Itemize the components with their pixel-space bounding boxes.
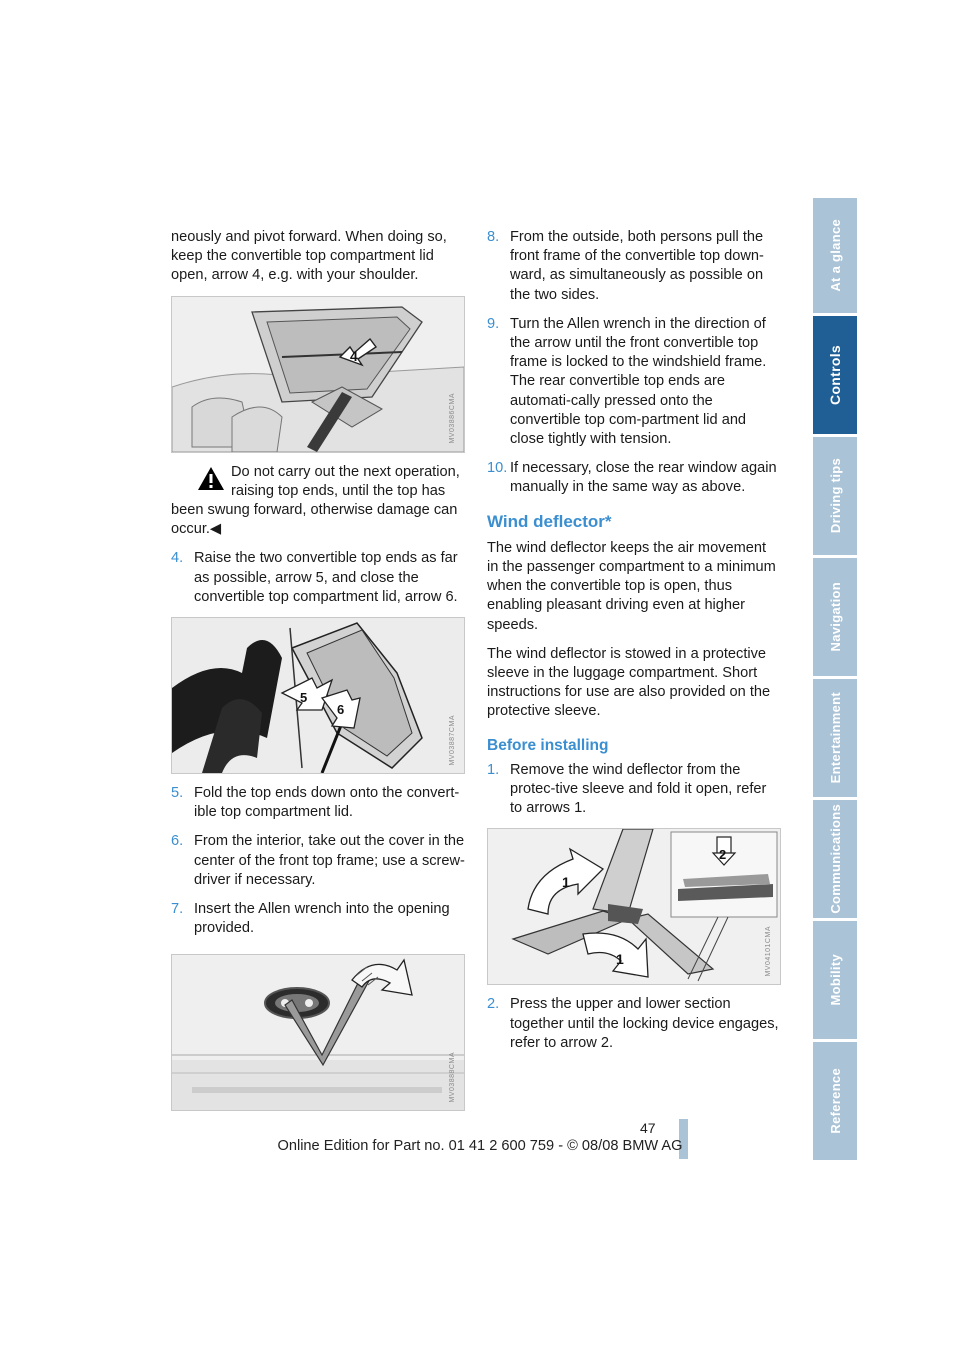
nav-tab-label: Navigation [827,582,843,652]
nav-tab-controls[interactable] [813,316,857,434]
nav-tab-label: Controls [827,345,843,405]
figure-allen-wrench [171,954,465,1111]
step-text: If necessary, close the rear window again manually in the same way as above. [510,460,777,496]
nav-tab-navigation[interactable] [813,558,857,676]
step-number: 10. [487,460,508,477]
figure-wind-deflector [487,828,781,985]
step-number: 7. [171,901,184,918]
subsection-title: Before installing [487,736,609,754]
step-item [171,549,465,607]
chapter-side-navigation [813,198,857,1160]
step-number: 5. [171,785,184,802]
step-number: 8. [487,229,500,245]
step-text: From the interior, take out the cover in the center of the front top frame; use a screw-driver if necessary. [194,833,465,888]
page-number: 47 [640,1120,656,1136]
nav-tab-entertainment[interactable] [813,679,857,797]
step-number: 9. [487,315,500,332]
nav-tab-communications[interactable] [813,800,857,918]
figure-code: MV04101CMA [764,925,772,977]
step-text: Turn the Allen wrench in the direction of the arrow until the front convertible top frame is locked to the windshield frame. [510,315,767,371]
step-text-group [510,315,781,449]
nav-tab-label: At a glance [827,219,843,292]
section-title: Wind deflector* [487,511,612,531]
step-number: 4. [171,550,184,567]
warning-text-rest: been swung forward, otherwise damage can occur.◀ [171,502,458,538]
step-text-continued: The rear convertible top ends are automati-cally pressed onto the convertible top com-partment lid and close tightly with tension. [510,373,747,448]
figure-label-2: 2 [719,847,727,863]
step-number: 6. [171,833,184,850]
step-text: From the outside, both persons pull the front frame of the convertible top down-ward, as simultaneously as possible on the two sides. [510,229,764,303]
warning-triangle-icon [197,466,225,497]
nav-tab-at-a-glance[interactable] [813,198,857,313]
figure-label: 4 [350,347,358,364]
figure-code: MV03887CMA [448,714,456,766]
nav-tab-label: Communications [827,804,843,914]
figure-label-5: 5 [300,690,308,706]
step-item [487,315,781,449]
paragraph: The wind deflector keeps the air movement in the passenger compartment to a minimum when the convertible top is open, thus enabling pleasant driving even at higher speeds. [487,539,776,633]
figure-top-compartment-lid [171,296,465,453]
nav-tab-mobility[interactable] [813,921,857,1039]
step-number: 1. [487,761,500,778]
step-item [171,832,465,890]
figure-code: MV03888CMA [448,1051,456,1103]
right-column [487,228,781,1063]
nav-tab-label: Mobility [827,954,843,1006]
step-text: Insert the Allen wrench into the opening provided. [194,901,450,937]
figure-label-6: 6 [337,702,345,718]
step-text: Raise the two convertible top ends as far as possible, arrow 5, and close the convertible top compartment lid, arrow 6. [194,550,458,605]
step-text: Press the upper and lower section together until the locking device engages, refer to arrow 2. [510,996,779,1051]
step-item [487,228,781,305]
step-text: Remove the wind deflector from the protec-tive sleeve and fold it open, refer to arrows 1. [510,761,767,817]
step-item [487,761,781,819]
nav-tab-label: Reference [827,1068,843,1134]
nav-tab-driving-tips[interactable] [813,437,857,555]
step-number: 2. [487,996,500,1013]
figure-label-1: 1 [616,951,624,968]
nav-tab-label: Entertainment [827,692,843,784]
figure-raise-top-ends [171,617,465,774]
page-footer: Online Edition for Part no. 01 41 2 600 759 - © 08/08 BMW AG [277,1138,683,1154]
step-item [487,995,781,1053]
nav-tab-label: Driving tips [827,458,843,534]
figure-code: MV03886CMA [448,393,456,444]
warning-note [171,463,465,540]
step-item [171,784,465,822]
step-item [171,900,465,938]
step-text: Fold the top ends down onto the convert-ible top compartment lid. [194,785,460,821]
paragraph: The wind deflector is stowed in a protective sleeve in the luggage compartment. Short instructions for use are also provided on the protective sleeve. [487,645,771,720]
step-item [487,459,781,497]
warning-text-first: Do not carry out the next operation, raising top ends, until the top has [231,463,460,499]
left-column [171,228,465,1121]
intro-paragraph: neously and pivot forward. When doing so, keep the convertible top compartment lid open, arrow 4, e.g. with your shoulder. [171,229,447,284]
figure-label-1: 1 [562,874,570,891]
